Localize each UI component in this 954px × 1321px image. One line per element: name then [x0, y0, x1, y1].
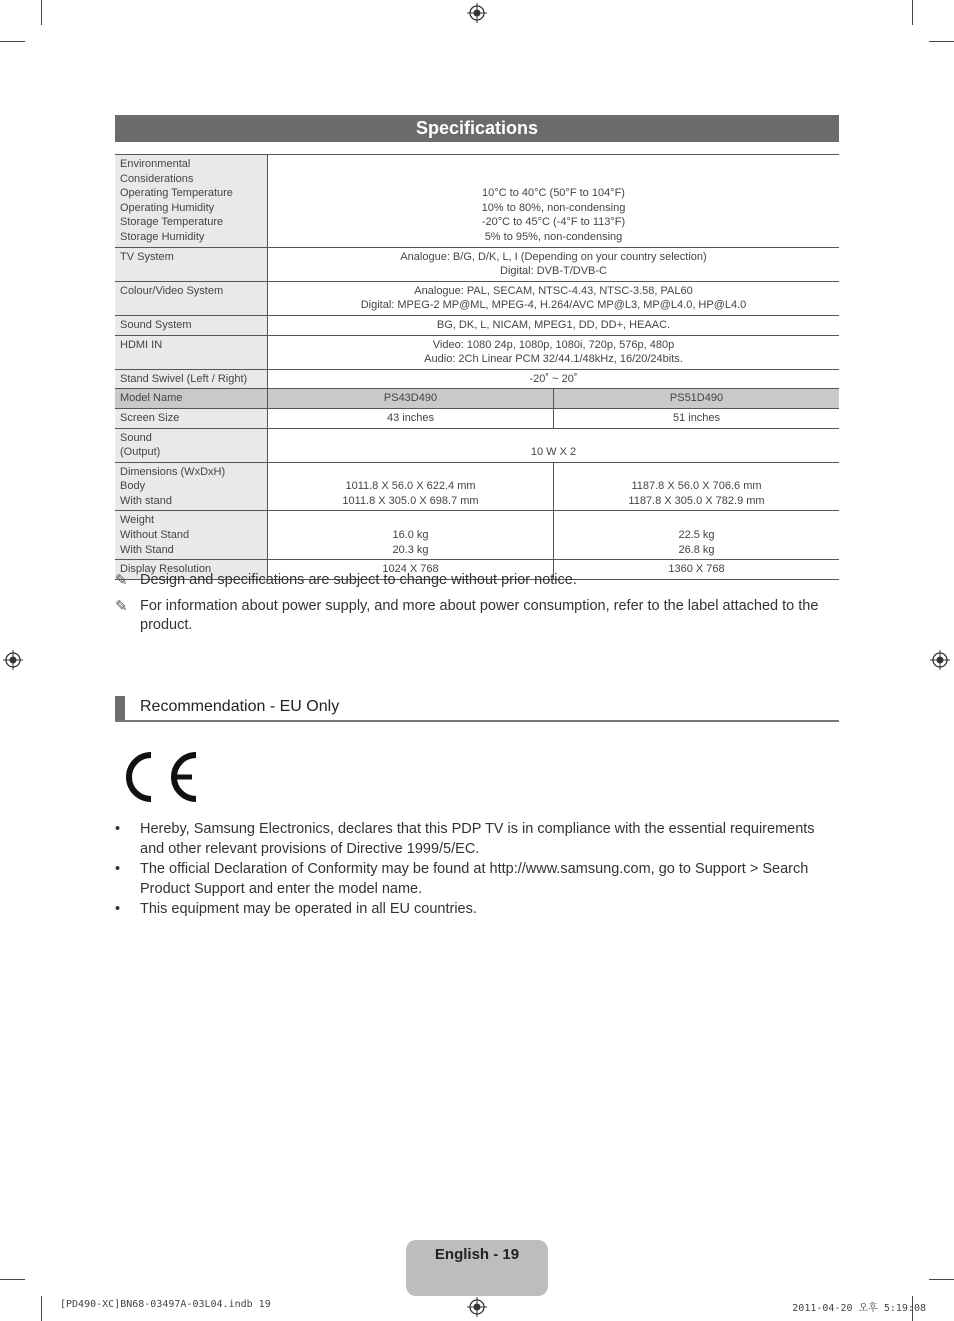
spec-label: Display Resolution [115, 560, 268, 580]
registration-mark-icon [930, 650, 950, 670]
crop-mark [912, 0, 913, 25]
crop-mark [0, 1279, 25, 1280]
page-title: Specifications [115, 115, 839, 142]
list-item: • Hereby, Samsung Electronics, declares that this PDP TV is in compliance with the essential requirements and other relevant provisions of Directive 1999/5/EC. [115, 821, 815, 857]
table-row [115, 462, 839, 511]
spec-value-a: 1011.8 X 56.0 X 622.4 mm 1011.8 X 305.0 X 698.7 mm [268, 462, 554, 511]
spec-value: BG, DK, L, NICAM, MPEG1, DD, DD+, HEAAC. [268, 315, 840, 335]
spec-value: -20˚ ~ 20˚ [268, 369, 840, 389]
crop-mark [929, 41, 954, 42]
page-number: English - 19 [434, 1246, 520, 1263]
crop-mark [929, 1279, 954, 1280]
spec-value: Video: 1080 24p, 1080p, 1080i, 720p, 576p, 480p Audio: 2Ch Linear PCM 32/44.1/48kHz, 16/20/24bits. [268, 335, 840, 369]
spec-value-b: 22.5 kg 26.8 kg [554, 511, 840, 560]
bullet-icon: • [115, 861, 121, 877]
spec-label: TV System [115, 247, 268, 281]
note-item: ✎ For information about power supply, and more about power consumption, refer to the label attached to the product. [115, 598, 819, 633]
print-timestamp: 2011-04-20 오후 5:19:08 [792, 1303, 926, 1314]
crop-mark [0, 41, 25, 42]
spec-value-a: 1024 X 768 [268, 560, 554, 580]
file-info: [PD490-XC]BN68-03497A-03L04.indb 19 [60, 1299, 271, 1310]
list-item: • The official Declaration of Conformity may be found at http://www.samsung.com, go to Support > Search Product Support and enter the model name. [115, 861, 809, 897]
spec-value: Analogue: B/G, D/K, L, I (Depending on your country selection) Digital: DVB-T/DVB-C [268, 247, 840, 281]
model-b: PS51D490 [554, 389, 840, 409]
heading-bar [115, 696, 125, 720]
pencil-note-icon: ✎ [115, 598, 128, 615]
spec-label: Sound System [115, 315, 268, 335]
pencil-note-icon: ✎ [115, 572, 128, 589]
spec-label: Sound (Output) [115, 428, 268, 462]
table-row [115, 511, 839, 560]
table-row [115, 389, 839, 409]
spec-value-a: 43 inches [268, 408, 554, 428]
table-row [115, 155, 839, 248]
spec-label: Stand Swivel (Left / Right) [115, 369, 268, 389]
table-row [115, 369, 839, 389]
page-number-tab [406, 1240, 548, 1296]
spec-value-b: 51 inches [554, 408, 840, 428]
model-a: PS43D490 [268, 389, 554, 409]
table-row [115, 247, 839, 281]
ce-mark-logo [124, 750, 200, 804]
registration-mark-icon [467, 3, 487, 23]
spec-value: 10 W X 2 [268, 428, 840, 462]
spec-value: Analogue: PAL, SECAM, NTSC-4.43, NTSC-3.58, PAL60 Digital: MPEG-2 MP@ML, MPEG-4, H.264/AVC MP@L3, MP@L4.0, HP@L4.0 [268, 281, 840, 315]
spec-label: Colour/Video System [115, 281, 268, 315]
spec-value-b: 1360 X 768 [554, 560, 840, 580]
crop-mark [41, 0, 42, 25]
spec-value-a: 16.0 kg 20.3 kg [268, 511, 554, 560]
note-item: ✎ Design and specifications are subject to change without prior notice. [115, 572, 577, 589]
registration-mark-icon [3, 650, 23, 670]
section-heading-text: Recommendation - EU Only [140, 698, 340, 715]
crop-mark [41, 1296, 42, 1321]
table-row [115, 408, 839, 428]
list-item: • This equipment may be operated in all EU countries. [115, 900, 839, 920]
specifications-table [115, 154, 839, 580]
spec-label: HDMI IN [115, 335, 268, 369]
spec-label: Dimensions (WxDxH) Body With stand [115, 462, 268, 511]
spec-value-b: 1187.8 X 56.0 X 706.6 mm 1187.8 X 305.0 X 782.9 mm [554, 462, 840, 511]
registration-mark-icon [467, 1297, 487, 1317]
table-row [115, 281, 839, 315]
bullet-icon: • [115, 821, 121, 837]
section-heading [115, 696, 839, 722]
table-row [115, 315, 839, 335]
spec-label: Model Name [115, 389, 268, 409]
spec-value: 10°C to 40°C (50°F to 104°F) 10% to 80%, non-condensing -20°C to 45°C (-4°F to 113°F) 5% to 95%, non-condensing [268, 155, 840, 248]
spec-label: Screen Size [115, 408, 268, 428]
spec-label: Weight Without Stand With Stand [115, 511, 268, 560]
spec-label: Environmental Considerations Operating Temperature Operating Humidity Storage Temperature Storage Humidity [115, 155, 268, 248]
bullet-icon: • [115, 901, 121, 917]
table-row [115, 428, 839, 462]
table-row [115, 335, 839, 369]
